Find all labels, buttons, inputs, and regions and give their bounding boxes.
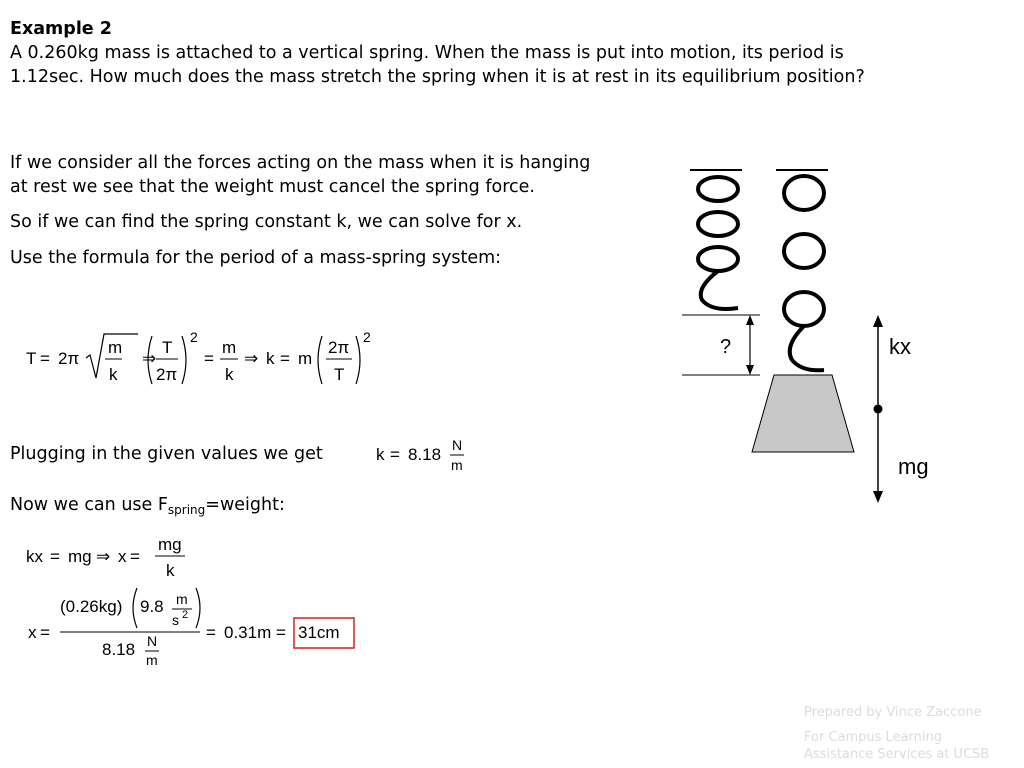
fb-kx: kx	[26, 547, 43, 566]
implies-1: ⇒	[142, 349, 157, 368]
mg-label: mg	[898, 454, 929, 479]
plugging-text: Plugging in the given values we get	[10, 444, 323, 464]
xc-g: 9.8	[140, 597, 164, 616]
right-spring	[784, 176, 824, 370]
k-unit-m: m	[451, 457, 463, 473]
xc-x: x	[28, 623, 37, 642]
fb-equals-2: =	[130, 547, 140, 566]
mass-block	[752, 375, 854, 452]
problem-line-1: A 0.260kg mass is attached to a vertical spring. When the mass is put into motion, its period is	[10, 43, 844, 63]
example-title: Example 2	[10, 19, 112, 39]
eq-sqrt-num-m: m	[108, 338, 123, 357]
k-unit-N: N	[452, 437, 463, 453]
use-formula-text: Use the formula for the period of a mass-spring system:	[10, 248, 502, 268]
exp-2-a: 2	[190, 329, 198, 345]
problem-line-2: 1.12sec. How much does the mass stretch the spring when it is at rest in its equilibrium position?	[10, 67, 865, 87]
eq-equals-2: =	[204, 349, 214, 368]
xc-g-unit-m: m	[176, 591, 188, 607]
eq-T: T	[26, 349, 37, 368]
xc-g-unit-exp: 2	[182, 609, 189, 621]
eq-T-num: T	[162, 338, 173, 357]
footer-for-line-2: Assistance Services at UCSB	[804, 747, 990, 762]
xc-g-unit-s: s	[172, 612, 179, 628]
fb-den-k: k	[166, 561, 175, 580]
spring-diagram	[676, 160, 936, 510]
k-equals: =	[390, 445, 400, 464]
footer-for-line-1: For Campus Learning	[804, 730, 942, 745]
eq-T-den: T	[334, 365, 345, 384]
forces-text-line-2: at rest we see that the weight must cancel the spring force.	[10, 177, 535, 197]
unknown-label: ?	[720, 336, 732, 358]
mg-arrowhead	[873, 491, 883, 503]
eq-two-pi: 2π	[58, 349, 80, 368]
spring-constant-text: So if we can find the spring constant k, we can solve for x.	[10, 212, 523, 232]
x-calculation-equation	[22, 582, 362, 674]
k-symbol: k	[376, 445, 385, 464]
eq-2pi-num: 2π	[328, 338, 350, 357]
eq-k-den: k	[225, 365, 234, 384]
eq-2pi-den: 2π	[156, 365, 178, 384]
eq-equals: =	[40, 349, 50, 368]
xc-equals: =	[40, 623, 50, 642]
kx-label: kx	[889, 334, 911, 359]
eq-m-coef: m	[298, 349, 313, 368]
xc-result-m: 0.31m	[224, 623, 272, 642]
fb-equals-1: =	[50, 547, 60, 566]
force-origin-dot	[874, 405, 883, 414]
eq-m-num: m	[222, 338, 237, 357]
period-equation	[22, 322, 382, 392]
xc-k: 8.18	[102, 640, 136, 659]
implies-2: ⇒	[244, 349, 259, 368]
eq-k-lhs: k	[266, 349, 275, 368]
xc-equals-3: =	[276, 623, 286, 642]
xc-k-unit-m: m	[146, 652, 158, 668]
k-value: 8.18	[408, 445, 442, 464]
fb-implies: ⇒	[96, 547, 111, 566]
xc-mass: (0.26kg)	[60, 597, 123, 616]
fb-num-mg: mg	[158, 535, 182, 554]
xc-answer: 31cm	[298, 623, 340, 642]
footer-prepared-by: Prepared by Vince Zaccone	[804, 705, 982, 720]
left-spring	[698, 177, 738, 309]
now-use-text: Now we can use $F_{spring}=weight$:	[10, 495, 285, 517]
kx-arrowhead	[873, 315, 883, 327]
fb-mg: mg	[68, 547, 92, 566]
eq-sqrt-den-k: k	[109, 365, 118, 384]
exp-2-b: 2	[363, 329, 371, 345]
k-value-equation	[372, 432, 482, 476]
forces-text-line-1: If we consider all the forces acting on the mass when it is hanging	[10, 153, 591, 173]
xc-k-unit-N: N	[147, 633, 158, 649]
eq-equals-3: =	[280, 349, 290, 368]
xc-equals-2: =	[206, 623, 216, 642]
force-balance-equation	[22, 530, 202, 584]
fb-x: x	[118, 547, 127, 566]
